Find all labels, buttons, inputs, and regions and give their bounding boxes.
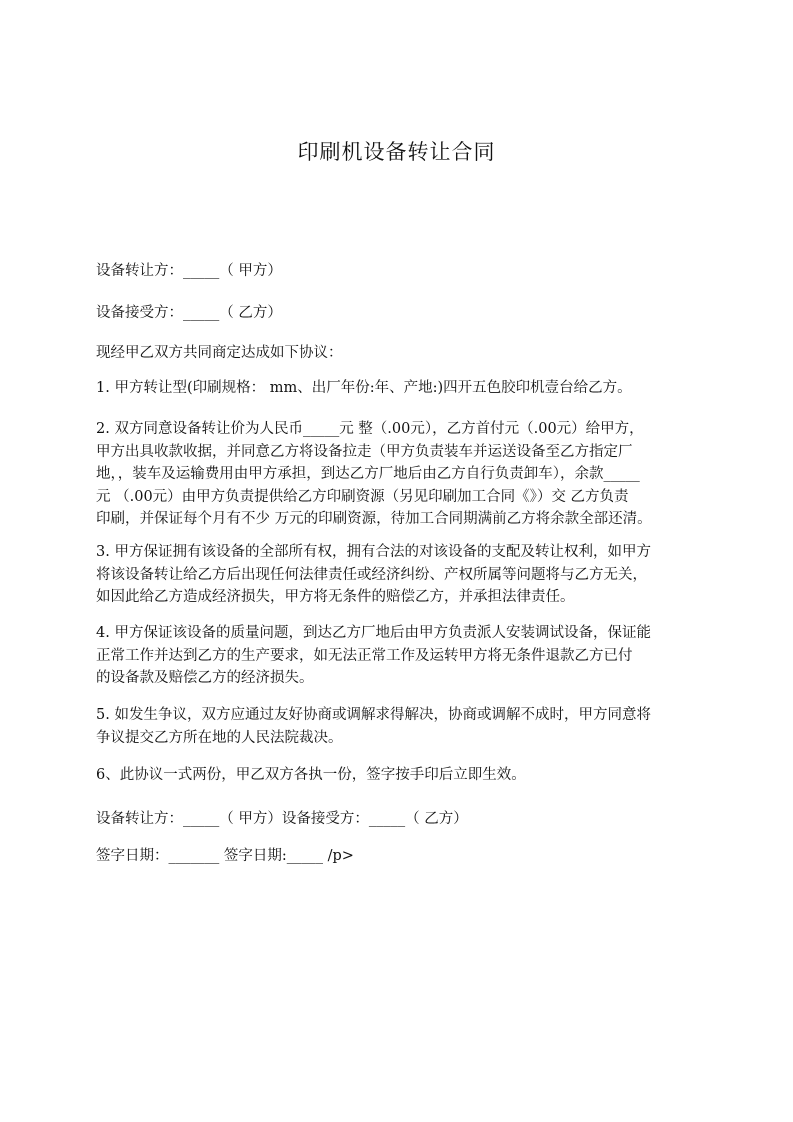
clause-3-line: 如因此给乙方造成经济损失，甲方将无条件的赔偿乙方，并承担法律责任。 [96,589,575,605]
clause-4 [96,622,708,690]
signature-date-line: 签字日期：_______ 签字日期:_____ /p> [96,848,354,864]
clause-3 [96,541,708,609]
clause-2-line: 甲方出具收款收据，并同意乙方将设备拉走（甲方负责装车并运送设备至乙方指定厂 [96,443,633,460]
signature-line: 设备转让方：_____（ 甲方）设备接受方：_____（ 乙方） [96,811,468,827]
clause-3-line: 将该设备转让给乙方后出现任何法律责任或经济纠纷、产权所属等问题将与乙方无关， [96,566,647,583]
party-a-line: 设备转让方：_____（ 甲方） [96,263,282,279]
intro-text: 现经甲乙双方共同商定达成如下协议： [96,345,343,361]
clause-5 [96,704,708,749]
clause-5-line: 争议提交乙方所在地的人民法院裁决。 [96,729,343,746]
clause-3-line: 3. 甲方保证拥有该设备的全部所有权，拥有合法的对该设备的支配及转让权利，如甲方 [96,544,651,560]
clause-2-line: 印刷，并保证每个月有不少 万元的印刷资源，待加工合同期满前乙方将余款全部还清。 [96,511,652,527]
clause-4-line: 4. 甲方保证该设备的质量问题，到达乙方厂地后由甲方负责派人安装调试设备，保证能 [96,625,651,641]
clause-4-line: 的设备款及赔偿乙方的经济损失。 [96,670,314,686]
clause-2-line: 元 （.00元）由甲方负责提供给乙方印刷资源（另见印刷加工合同《》）交 乙方负责 [96,488,629,505]
clause-2 [96,418,708,531]
document-title: 印刷机设备转让合同 [297,140,496,164]
clause-5-line: 5. 如发生争议，双方应通过友好协商或调解求得解决，协商或调解不成时，甲方同意将 [96,707,651,723]
clause-2-line: 2. 双方同意设备转让价为人民币_____元 整（.00元），乙方首付元（.00元）给甲方， [96,421,644,437]
clause-4-line: 正常工作并达到乙方的生产要求，如无法正常工作及运转甲方将无条件退款乙方已付 [96,647,633,664]
clause-2-line: 地，，装车及运输费用由甲方承担，到达乙方厂地后由乙方自行负责卸车），余款_____ [96,466,640,482]
clause-6: 6、此协议一式两份，甲乙双方各执一份，签字按手印后立即生效。 [96,767,526,783]
party-b-line: 设备接受方：_____（ 乙方） [96,305,282,321]
clause-1: 1. 甲方转让型(印刷规格： mm、出厂年份:年、产地:)四开五色胶印机壹台给乙方。 [96,380,632,396]
